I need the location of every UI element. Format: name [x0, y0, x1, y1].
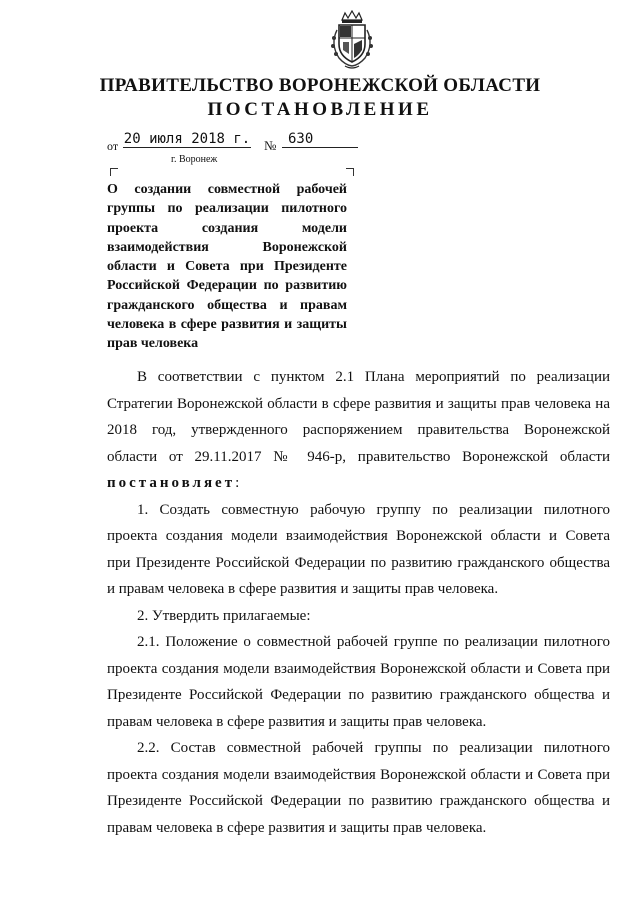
document-date: 20 июля 2018 г. — [123, 131, 251, 147]
date-prefix: от — [107, 139, 119, 153]
resolves-line — [107, 470, 610, 497]
document-body — [107, 364, 610, 841]
item-1-line: и правам человека в сфере развития и защиты прав человека. — [107, 581, 499, 597]
document-number: 630 — [282, 131, 358, 148]
subject-corner-right — [346, 168, 354, 176]
item-1-line: 1. Создать совместную рабочую группу по реализации пилотного — [137, 501, 610, 518]
preamble-line: области от 29.11.2017 № 946-р, правительство Воронежской области — [107, 448, 610, 465]
item-1-line: проекта создания модели взаимодействия Воронежской области и Совета — [107, 528, 610, 544]
item-2-line: 2. Утвердить прилагаемые: — [137, 607, 311, 624]
preamble-line: В соответствии с пунктом 2.1 Плана мероприятий по реализации — [137, 369, 610, 385]
item-2-2-line: 2.2. Состав совместной рабочей группы по реализации пилотного — [137, 740, 610, 756]
organization-title: ПРАВИТЕЛЬСТВО ВОРОНЕЖСКОЙ ОБЛАСТИ — [99, 75, 541, 96]
coat-of-arms-icon — [327, 10, 377, 70]
subject-corner-left — [110, 168, 118, 176]
preamble-line: 2018 год, утвержденного распоряжением правительства Воронежской — [107, 422, 610, 438]
item-1 — [107, 497, 610, 603]
item-2-1-line: правам человека в сфере развития и защиты прав человека. — [107, 713, 487, 730]
item-2-1-line: 2.1. Положение о совместной рабочей группе по реализации пилотного — [137, 634, 610, 650]
item-2-2 — [107, 735, 610, 841]
resolves-colon: : — [235, 475, 240, 491]
item-1-line: при Президенте Российской Федерации по развитию гражданского общества — [107, 554, 610, 571]
preamble — [107, 364, 610, 497]
item-2-1-line: Президенте Российской Федерации по развитию гражданского общества и — [107, 687, 610, 703]
item-2-1-line: проекта создания модели взаимодействия Воронежской области и Совета при — [107, 660, 610, 677]
number-prefix: № — [264, 138, 277, 153]
item-2-2-line: проекта создания модели взаимодействия Воронежской области и Совета при — [107, 766, 610, 783]
item-2 — [107, 603, 610, 630]
resolves-word: постановляет — [107, 475, 236, 491]
item-2-1 — [107, 629, 610, 735]
preamble-line: Стратегии Воронежской области в сфере развития и защиты прав человека на — [107, 395, 610, 412]
document-type-title: ПОСТАНОВЛЕНИЕ — [207, 99, 433, 120]
item-2-2-line: Президенте Российской Федерации по развитию гражданского общества и — [107, 793, 610, 809]
item-2-2-line: правам человека в сфере развития и защиты прав человека. — [107, 819, 487, 836]
document-subject: О создании совместной рабочей группы по реализации пилотного проекта создания модели взаимодействия Воронежской области и Совета при Президенте Российской Федерации по развитию гражданского общества и правам человека в сфере развития и защиты прав человека — [107, 182, 347, 352]
city-label: г. Воронеж — [171, 154, 218, 165]
